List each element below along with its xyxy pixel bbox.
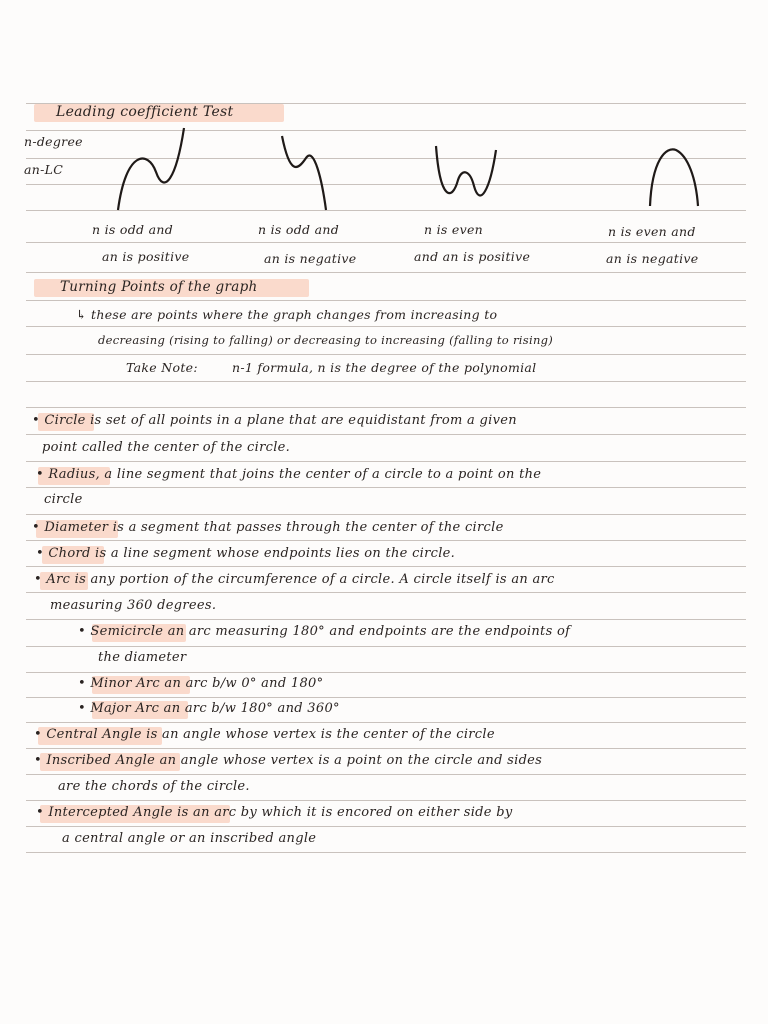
note-line: • Minor Arc an arc b/w 0° and 180° (78, 676, 324, 691)
note-line: the diameter (98, 650, 187, 665)
case-even-negative-line1: n is even and (608, 224, 696, 239)
note-line: • Central Angle is an angle whose vertex is the center of the circle (34, 727, 495, 742)
page-title: Leading coefficient Test (56, 104, 234, 120)
ruled-line (26, 272, 746, 273)
ruled-line (26, 592, 746, 593)
ruled-line (26, 242, 746, 243)
ruled-line (26, 434, 746, 435)
note-line: measuring 360 degrees. (50, 598, 217, 613)
ruled-line (26, 852, 746, 853)
n-degree-label: n-degree (24, 134, 83, 149)
ruled-line (26, 514, 746, 515)
ruled-line (26, 697, 746, 698)
turning-line-2: decreasing (rising to falling) or decreasing to increasing (falling to rising) (98, 333, 554, 347)
take-note-label: Take Note: (126, 360, 198, 375)
ruled-line (26, 646, 746, 647)
case-odd-negative-line1: n is odd and (258, 222, 340, 237)
ruled-line (26, 300, 746, 301)
note-line: are the chords of the circle. (58, 779, 250, 794)
end-behavior-graphs (0, 0, 768, 240)
graph-even-positive (436, 146, 496, 195)
note-line: • Major Arc an arc b/w 180° and 360° (78, 701, 340, 716)
ruled-line (26, 407, 746, 408)
case-even-positive-line1: n is even (424, 222, 484, 237)
ruled-line (26, 800, 746, 801)
note-line: • Arc is any portion of the circumference of a circle. A circle itself is an arc (34, 572, 555, 587)
lc-label: an-LC (24, 162, 64, 177)
ruled-line (26, 748, 746, 749)
ruled-line (26, 487, 746, 488)
note-line: • Intercepted Angle is an arc by which it is encored on either side by (36, 805, 513, 820)
note-line: a central angle or an inscribed angle (62, 831, 317, 846)
ruled-line (26, 566, 746, 567)
note-line: • Semicircle an arc measuring 180° and endpoints are the endpoints of (78, 624, 571, 639)
take-note-text: n-1 formula, n is the degree of the polynomial (232, 360, 537, 375)
ruled-line (26, 826, 746, 827)
graph-even-negative (650, 149, 698, 206)
ruled-line (26, 619, 746, 620)
note-line: • Diameter is a segment that passes through the center of the circle (32, 520, 504, 535)
ruled-line (26, 326, 746, 327)
ruled-line (26, 672, 746, 673)
note-line: • Chord is a line segment whose endpoints lies on the circle. (36, 546, 456, 561)
case-even-positive-line2: and an is positive (414, 249, 531, 264)
ruled-line (26, 461, 746, 462)
case-odd-negative-line2: an is negative (264, 251, 357, 266)
case-even-negative-line2: an is negative (606, 251, 699, 266)
ruled-line (26, 354, 746, 355)
note-line: • Circle is set of all points in a plane that are equidistant from a given (32, 413, 517, 428)
note-line: circle (44, 492, 83, 507)
graph-odd-positive (118, 128, 184, 210)
note-line: point called the center of the circle. (42, 440, 291, 455)
note-line: • Inscribed Angle an angle whose vertex is a point on the circle and sides (34, 753, 543, 768)
case-odd-positive-line2: an is positive (102, 249, 190, 264)
note-line: • Radius, a line segment that joins the center of a circle to a point on the (36, 467, 542, 482)
ruled-line (26, 774, 746, 775)
ruled-line (26, 722, 746, 723)
case-odd-positive-line1: n is odd and (92, 222, 174, 237)
turning-line-1: ↳ these are points where the graph changes from increasing to (76, 307, 498, 322)
ruled-line (26, 540, 746, 541)
ruled-line (26, 381, 746, 382)
graph-odd-negative (282, 136, 326, 210)
turning-points-heading: Turning Points of the graph (60, 279, 258, 295)
